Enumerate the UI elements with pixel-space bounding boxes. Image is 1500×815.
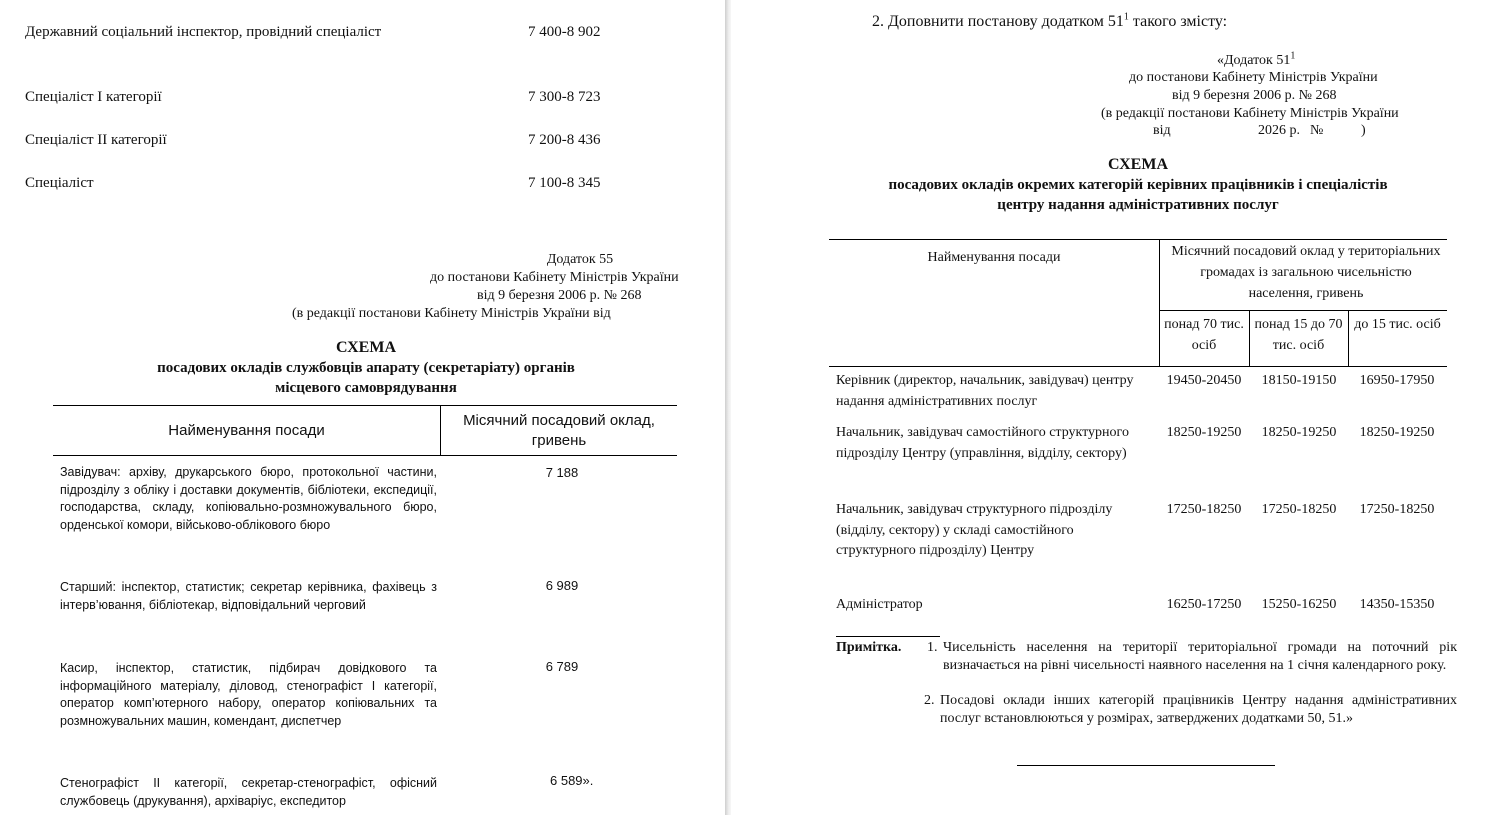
column-header-salary: Місячний посадовий оклад, гривень — [463, 412, 655, 449]
table-cell-value: 18250-19250 — [1261, 425, 1337, 440]
table-row-position: Керівник (директор, начальник, завідувач) центру надання адміністративних послуг — [836, 373, 1134, 409]
table-header-border — [53, 455, 677, 456]
top-row-salary: 7 100-8 345 — [528, 175, 601, 191]
table-cell-value: 18250-19250 — [1166, 425, 1242, 440]
top-row-position: Спеціаліст I категорії — [25, 89, 162, 105]
table-column-divider — [440, 405, 441, 455]
table-row-position: Стенографіст II категорії, секретар-стенографіст, офісний службовець (друкування), архіваріус, експедитор — [60, 776, 437, 808]
table-row-salary: 6 589». — [550, 773, 594, 788]
scheme-subtitle: центру надання адміністративних послуг — [997, 197, 1279, 213]
table-cell-value: 18250-19250 — [1359, 425, 1435, 440]
left-document-page[interactable] — [0, 0, 725, 815]
table-cell-value: 18150-19150 — [1261, 373, 1337, 388]
table-row-position: Касир, інспектор, статистик, підбирач довідкового та інформаційного матеріалу, діловод, стенографіст I категорії, оператор комп’ютерного набору, оператор копіювальних та розмножувальних машин, комендант, диспетчер — [60, 661, 437, 729]
appendix-decree: до постанови Кабінету Міністрів України — [1129, 70, 1378, 85]
appendix-edition-close: ) — [1361, 123, 1366, 138]
note-item-number: 2. — [924, 693, 935, 708]
appendix-edition: (в редакції постанови Кабінету Міністрів України — [1101, 106, 1399, 121]
top-row-position: Спеціаліст II категорії — [25, 132, 167, 148]
intro-superscript: 1 — [1123, 11, 1129, 23]
top-row-salary: 7 200-8 436 — [528, 132, 601, 148]
scheme-subtitle: посадових окладів окремих категорій керівних працівників і спеціалістів — [888, 177, 1388, 193]
note-item-number: 1. — [927, 640, 938, 655]
appendix-number — [1217, 52, 1295, 69]
appendix-number: Додаток 55 — [546, 252, 614, 267]
intro-text: 2. Доповнити постанову додатком 51 — [872, 13, 1124, 30]
appendix-date: від 9 березня 2006 р. № 268 — [1172, 88, 1337, 103]
scheme-title: СХЕМА — [1107, 156, 1169, 173]
table-subheader-border — [1159, 310, 1447, 311]
table-row-position: Начальник, завідувач самостійного структурного підрозділу Центру (управління, відділу, сектору) — [836, 425, 1129, 461]
right-document-page[interactable] — [731, 0, 1500, 815]
appendix-edition: (в редакції постанови Кабінету Міністрів України від — [292, 306, 611, 321]
column-header-position: Найменування посади — [927, 250, 1061, 265]
subcolumn-header: понад 15 до 70 тис. осіб — [1254, 317, 1343, 353]
table-cell-value: 17250-18250 — [1166, 502, 1242, 517]
top-row-position: Спеціаліст — [25, 175, 94, 191]
document-end-line — [1017, 765, 1275, 766]
note-item-text: Чисельність населення на території територіальної громади на поточний рік визначається на рівні чисельності наявного населення на 1 січня календарного року. — [943, 640, 1457, 673]
appendix-edition-year: 2026 р. — [1258, 123, 1300, 138]
top-row-salary: 7 300-8 723 — [528, 89, 601, 105]
scheme-subtitle: місцевого самоврядування — [275, 380, 457, 396]
scheme-subtitle: посадових окладів службовців апарату (секретаріату) органів — [157, 360, 575, 376]
table-top-border — [829, 239, 1447, 240]
table-cell-value: 17250-18250 — [1261, 502, 1337, 517]
appendix-edition-number: № — [1310, 123, 1324, 138]
note-item-text: Посадові оклади інших категорій працівників Центру надання адміністративних послуг встановлюються у розмірах, затверджених додатками 50, 51.» — [940, 693, 1457, 726]
top-row-position: Державний соціальний інспектор, провідний спеціаліст — [25, 24, 382, 40]
column-header-position: Найменування посади — [168, 422, 325, 439]
intro-tail: такого змісту: — [1128, 13, 1228, 30]
table-top-border — [53, 405, 677, 406]
table-row-salary: 7 188 — [545, 465, 579, 480]
table-row-salary: 6 989 — [545, 578, 579, 593]
subcolumn-header: до 15 тис. осіб — [1354, 317, 1441, 332]
appendix-superscript: 1 — [1290, 50, 1296, 62]
table-row-position: Старший: інспектор, статистик; секретар керівника, фахівець з інтерв’ювання, бібліотекар, відповідальний черговий — [60, 580, 437, 612]
table-row-position: Завідувач: архіву, друкарського бюро, протокольної частини, підрозділу з обліку і доставки документів, бібліотеки, експедиції, господарства, складу, копіювально-розмножувального бюро, орденської комори, військово-облікового бюро — [60, 465, 437, 533]
table-header-border — [829, 366, 1447, 367]
appendix-edition-from: від — [1153, 123, 1171, 138]
table-cell-value: 17250-18250 — [1359, 502, 1435, 517]
column-header-salary-group: Місячний посадовий оклад у територіальних громадах із загальною чисельністю населення, гривень — [1171, 244, 1441, 301]
subcolumn-header: понад 70 тис. осіб — [1164, 317, 1244, 353]
note-separator — [836, 636, 940, 637]
table-cell-value: 19450-20450 — [1166, 373, 1242, 388]
amendment-intro — [872, 12, 1227, 32]
top-row-salary: 7 400-8 902 — [528, 24, 601, 40]
table-cell-value: 14350-15350 — [1359, 597, 1435, 612]
table-cell-value: 16950-17950 — [1359, 373, 1435, 388]
table-row-salary: 6 789 — [545, 659, 579, 674]
note-label: Примітка. — [836, 640, 902, 655]
appendix-number-text: «Додаток 51 — [1217, 53, 1291, 68]
scheme-title: СХЕМА — [335, 339, 397, 356]
table-cell-value: 15250-16250 — [1261, 597, 1337, 612]
appendix-decree: до постанови Кабінету Міністрів України — [430, 270, 679, 285]
table-row-position: Начальник, завідувач структурного підрозділу (відділу, сектору) у складі самостійного структурного підрозділу) Центру — [836, 502, 1113, 558]
table-cell-value: 16250-17250 — [1166, 597, 1242, 612]
table-row-position: Адміністратор — [836, 597, 923, 612]
appendix-date: від 9 березня 2006 р. № 268 — [477, 288, 642, 303]
